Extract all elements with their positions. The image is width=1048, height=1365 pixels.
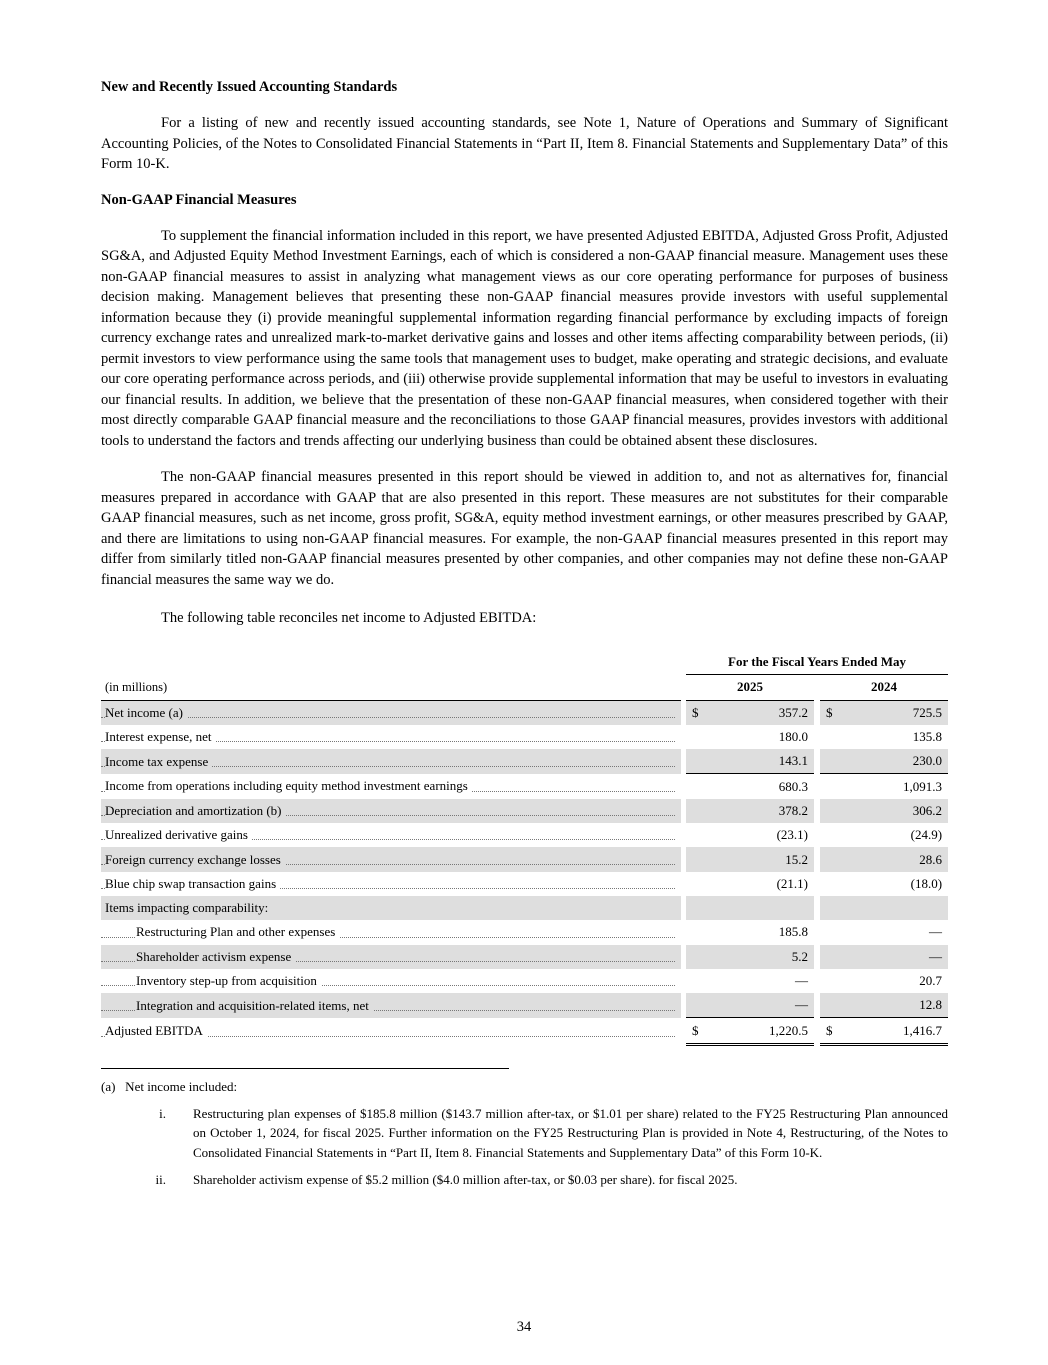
value-2024: 20.7 bbox=[919, 973, 943, 988]
units-label: (in millions) bbox=[101, 675, 681, 700]
value-2025: 143.1 bbox=[706, 749, 814, 774]
row-label: Net income (a) bbox=[105, 705, 187, 720]
currency-symbol-2025 bbox=[686, 920, 706, 944]
row-label: Integration and acquisition-related items, net bbox=[136, 998, 373, 1013]
nongaap-heading: Non-GAAP Financial Measures bbox=[101, 191, 297, 208]
currency-symbol-2024 bbox=[820, 847, 840, 871]
footnote-marker: i. bbox=[159, 1105, 166, 1121]
row-label: Inventory step-up from acquisition bbox=[136, 973, 321, 988]
value-2024: 725.5 bbox=[840, 700, 948, 725]
row-label: Unrealized derivative gains bbox=[105, 827, 252, 842]
row-label: Income from operations including equity method investment earnings bbox=[105, 778, 472, 793]
currency-symbol-2025 bbox=[686, 969, 706, 993]
value-2025 bbox=[706, 896, 814, 920]
footnote-marker: ii. bbox=[155, 1172, 166, 1188]
row-label: Restructuring Plan and other expenses bbox=[136, 924, 339, 939]
table-row bbox=[101, 847, 948, 871]
value-2024: (24.9) bbox=[910, 827, 943, 843]
value-2025: 5.2 bbox=[706, 945, 814, 969]
value-2025: — bbox=[706, 993, 814, 1018]
currency-symbol-2024 bbox=[820, 823, 840, 847]
value-2024: — bbox=[840, 945, 948, 969]
table-row bbox=[101, 1018, 948, 1044]
row-label-cell bbox=[101, 872, 681, 896]
page-number: 34 bbox=[516, 1319, 532, 1335]
currency-symbol-2025 bbox=[686, 799, 706, 823]
currency-symbol-2025 bbox=[686, 945, 706, 969]
table-row bbox=[101, 920, 948, 944]
currency-symbol-2024 bbox=[820, 993, 840, 1018]
currency-symbol-2024 bbox=[820, 896, 840, 920]
currency-symbol-2024 bbox=[820, 749, 840, 774]
currency-symbol-2025 bbox=[686, 847, 706, 871]
currency-symbol-2025 bbox=[686, 896, 706, 920]
footnote-text: Restructuring plan expenses of $185.8 million ($143.7 million after-tax, or $1.01 per share) related to the FY25 Restructuring Plan announced on October 1, 2024, for fiscal 2025. Further information on the FY25 Restructuring Plan is provided in Note 4, Restructuring, of the Notes to Consolidated Financial Statements in “Part II, Item 8. Financial Statements and Supplementary Data” of this Form 10-K. bbox=[193, 1105, 948, 1160]
row-label: Blue chip swap transaction gains bbox=[105, 876, 280, 891]
standards-paragraph: For a listing of new and recently issued accounting standards, see Note 1, Nature of Operations and Summary of Significant Accounting Policies, of the Notes to Consolidated Financial Statements in “Part II, Item 8. Financial Statements and Supplementary Data” of this Form 10-K. bbox=[101, 115, 948, 172]
row-label-cell bbox=[101, 969, 681, 993]
row-label: Items impacting comparability: bbox=[105, 900, 272, 915]
table-row bbox=[101, 725, 948, 749]
value-2025: 357.2 bbox=[706, 700, 814, 725]
footnote-divider bbox=[101, 1068, 509, 1069]
value-2025: 185.8 bbox=[778, 924, 808, 940]
currency-symbol-2024 bbox=[820, 799, 840, 823]
currency-symbol-2025 bbox=[686, 725, 706, 749]
row-label-cell bbox=[101, 799, 681, 823]
value-2025: — bbox=[795, 973, 808, 988]
value-2024: 230.0 bbox=[840, 749, 948, 774]
adjusted-ebitda-reconciliation-table bbox=[101, 650, 948, 1046]
value-2024: 12.8 bbox=[840, 993, 948, 1018]
table-row bbox=[101, 896, 948, 920]
value-2025: 378.2 bbox=[706, 799, 814, 823]
fiscal-years-header: For the Fiscal Years Ended May bbox=[686, 650, 948, 675]
table-lead-sentence: The following table reconciles net income to Adjusted EBITDA: bbox=[161, 610, 537, 626]
row-label-cell bbox=[101, 749, 681, 774]
currency-symbol-2025 bbox=[686, 993, 706, 1018]
row-label-cell bbox=[101, 945, 681, 969]
currency-symbol-2024: $ bbox=[820, 700, 840, 725]
value-2024: 1,091.3 bbox=[903, 778, 943, 794]
row-label: Foreign currency exchange losses bbox=[105, 852, 285, 867]
table-row bbox=[101, 945, 948, 969]
row-label-cell bbox=[101, 920, 681, 944]
currency-symbol-2025: $ bbox=[686, 1018, 706, 1044]
currency-symbol-2024 bbox=[820, 920, 840, 944]
table-row bbox=[101, 872, 948, 896]
row-label-cell bbox=[101, 847, 681, 871]
value-2024 bbox=[840, 896, 948, 920]
currency-symbol-2024 bbox=[820, 725, 840, 749]
footnote-a: (a) Net income included: bbox=[101, 1078, 238, 1094]
value-2025: 180.0 bbox=[778, 729, 808, 745]
currency-symbol-2024 bbox=[820, 774, 840, 799]
currency-symbol-2024 bbox=[820, 969, 840, 993]
value-2024: (18.0) bbox=[910, 875, 943, 891]
row-label-cell bbox=[101, 1018, 681, 1044]
nongaap-paragraph-2: The non-GAAP financial measures presented in this report should be viewed in addition to, and not as alternatives for, financial measures prepared in accordance with GAAP that are also presented in this report. These measures are not substitutes for their comparable GAAP financial measures, such as net income, gross profit, SG&A, equity method investment earnings, or other measures prescribed by GAAP, and there are limitations to using non-GAAP financial measures. For example, the non-GAAP financial measures presented in this report may differ from similarly titled non-GAAP financial measures presented by other companies, and other companies may not define these non-GAAP financial measures the same way we do. bbox=[101, 469, 948, 588]
document-page bbox=[101, 78, 948, 1190]
value-2025: 15.2 bbox=[706, 847, 814, 871]
table-row bbox=[101, 749, 948, 774]
currency-symbol-2024: $ bbox=[820, 1018, 840, 1044]
value-2025: 680.3 bbox=[778, 778, 808, 794]
year-2024-header: 2024 bbox=[820, 675, 948, 700]
dot-leader bbox=[101, 717, 675, 718]
value-2024: 135.8 bbox=[912, 729, 943, 745]
standards-heading: New and Recently Issued Accounting Standards bbox=[101, 79, 398, 95]
table-row bbox=[101, 823, 948, 847]
currency-symbol-2025 bbox=[686, 823, 706, 847]
row-label-cell bbox=[101, 823, 681, 847]
nongaap-paragraph-1: To supplement the financial information included in this report, we have presented Adjusted EBITDA, Adjusted Gross Profit, Adjusted SG&A, and Adjusted Equity Method Investment Earnings, each of which is considered a non-GAAP financial measure. Management uses these non-GAAP financial measures to assist in analyzing what management views as our core operating performance for purposes of business decision making. Management believes that presenting these non-GAAP financial measures provide investors with useful supplemental information because they (i) provide meaningful supplemental information regarding financial performance by excluding impacts of foreign currency exchange rates and unrealized mark-to-market derivative gains and losses and other items affecting comparability between periods, (ii) permit investors to view performance using the same tools that management uses to budget, make operating and strategic decisions, and evaluate our core operating performance across periods, and (iii) otherwise provide supplemental information that may be useful to investors in evaluating our financial results. In addition, we believe that the presentation of these non-GAAP financial measures, when considered together with their most directly comparable GAAP financial measure and the reconciliations to those GAAP financial measures, provides investors with additional tools to understand the factors and trends affecting our underlying business than could be obtained absent these disclosures. bbox=[101, 227, 948, 449]
table-row bbox=[101, 799, 948, 823]
table-row bbox=[101, 969, 948, 993]
year-2025-header: 2025 bbox=[686, 675, 814, 700]
row-label-cell bbox=[101, 896, 681, 920]
row-label-cell bbox=[101, 700, 681, 725]
row-label: Shareholder activism expense bbox=[136, 949, 295, 964]
value-2025: (21.1) bbox=[776, 875, 808, 891]
currency-symbol-2025 bbox=[686, 749, 706, 774]
currency-symbol-2025 bbox=[686, 774, 706, 799]
currency-symbol-2024 bbox=[820, 945, 840, 969]
row-label: Adjusted EBITDA bbox=[105, 1023, 207, 1038]
footnote-text: Shareholder activism expense of $5.2 million ($4.0 million after-tax, or $0.03 per share). for fiscal 2025. bbox=[193, 1172, 738, 1188]
row-label: Depreciation and amortization (b) bbox=[105, 803, 286, 818]
row-label-cell bbox=[101, 774, 681, 799]
footnote-item bbox=[101, 1170, 948, 1190]
table-row bbox=[101, 993, 948, 1018]
table-row bbox=[101, 700, 948, 725]
value-2024: 28.6 bbox=[840, 847, 948, 871]
value-2025: 1,220.5 bbox=[706, 1018, 814, 1044]
row-label: Income tax expense bbox=[105, 754, 212, 769]
value-2025: (23.1) bbox=[776, 827, 808, 843]
value-2024: — bbox=[929, 924, 943, 940]
currency-symbol-2025 bbox=[686, 872, 706, 896]
table-row bbox=[101, 774, 948, 799]
footnote-item bbox=[101, 1104, 948, 1163]
currency-symbol-2025: $ bbox=[686, 700, 706, 725]
value-2024: 1,416.7 bbox=[840, 1018, 948, 1044]
row-label-cell bbox=[101, 993, 681, 1018]
row-label-cell bbox=[101, 725, 681, 749]
row-label: Interest expense, net bbox=[105, 729, 215, 744]
value-2024: 306.2 bbox=[840, 799, 948, 823]
currency-symbol-2024 bbox=[820, 872, 840, 896]
